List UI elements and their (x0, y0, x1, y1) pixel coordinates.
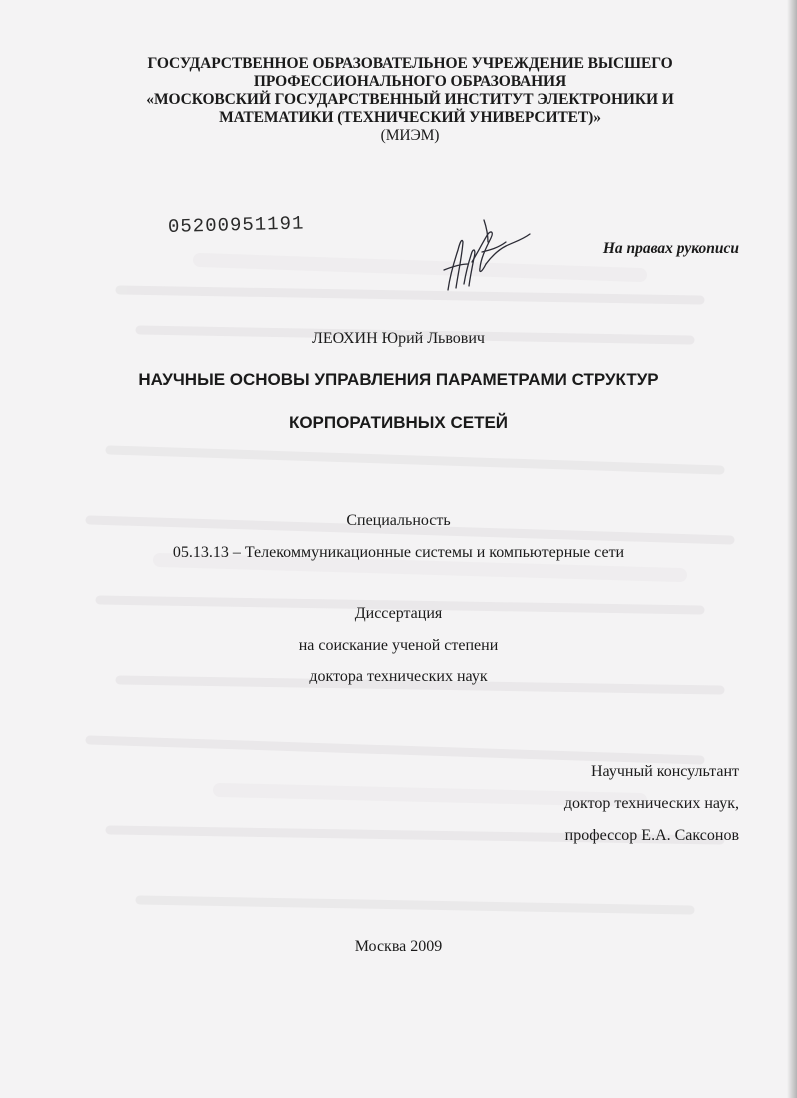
registration-number-stamp: 05200951191 (167, 212, 305, 238)
header-line-1: ГОСУДАРСТВЕННОЕ ОБРАЗОВАТЕЛЬНОЕ УЧРЕЖДЕНИЕ ВЫСШЕГО (147, 55, 673, 72)
author-name: ЛЕОХИН Юрий Львович (312, 330, 485, 347)
handwritten-signature (436, 212, 536, 298)
dissertation-type: Диссертация (354, 605, 443, 622)
consultant-name: профессор Е.А. Саксонов (564, 827, 739, 844)
header-line-3: «МОСКОВСКИЙ ГОСУДАРСТВЕННЫЙ ИНСТИТУТ ЭЛЕКТРОНИКИ И (146, 91, 674, 108)
specialty-value: 05.13.13 – Телекоммуникационные системы и компьютерные сети (172, 544, 625, 561)
consultant-degree: доктор технических наук, (563, 795, 739, 812)
place-and-year: Москва 2009 (354, 938, 443, 955)
rights-note: На правах рукописи (602, 240, 739, 257)
consultant-label: Научный консультант (591, 763, 739, 780)
degree-purpose: на соискание ученой степени (298, 637, 499, 654)
institution-header (60, 55, 760, 145)
dissertation-title-line-1: НАУЧНЫЕ ОСНОВЫ УПРАВЛЕНИЯ ПАРАМЕТРАМИ СТРУКТУР (138, 370, 659, 389)
header-line-2: ПРОФЕССИОНАЛЬНОГО ОБРАЗОВАНИЯ (253, 73, 567, 90)
degree-name: доктора технических наук (309, 668, 488, 685)
header-line-4: МАТЕМАТИКИ (ТЕХНИЧЕСКИЙ УНИВЕРСИТЕТ)» (219, 109, 601, 126)
institution-abbreviation: (МИЭМ) (380, 127, 440, 144)
dissertation-title-line-2: КОРПОРАТИВНЫХ СЕТЕЙ (288, 413, 509, 432)
specialty-label: Специальность (346, 512, 451, 529)
